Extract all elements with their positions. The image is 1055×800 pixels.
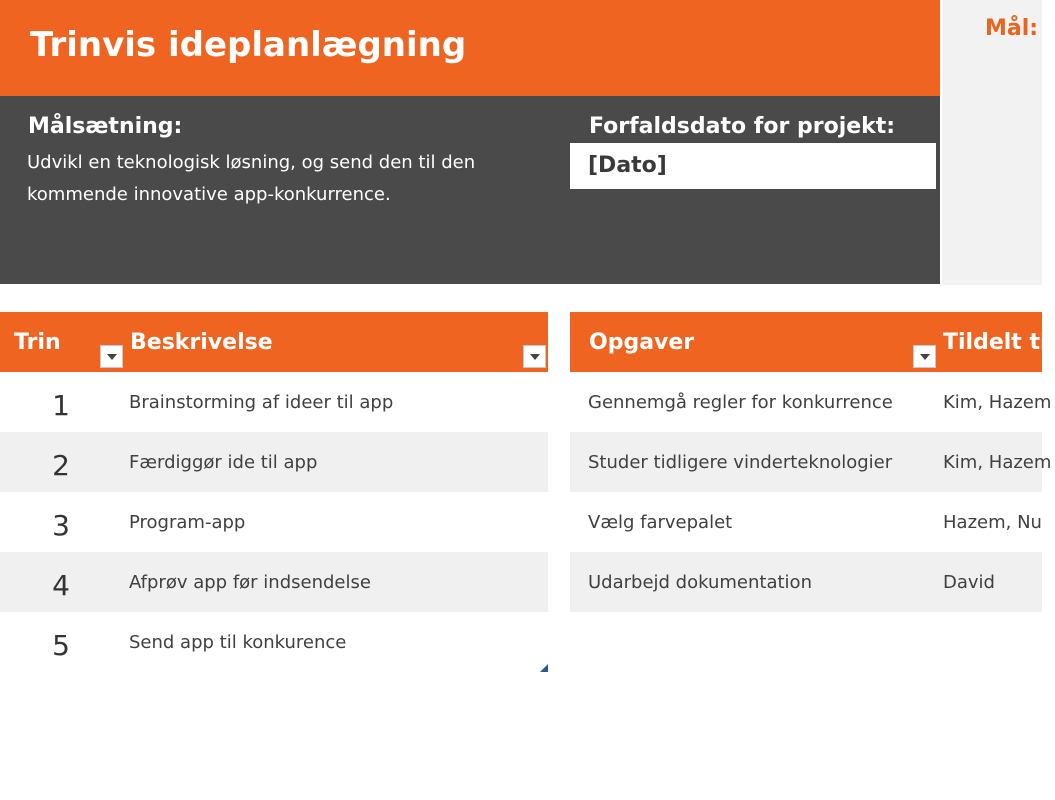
column-header-assigned[interactable]: Tildelt til — [943, 330, 1055, 355]
task-assignee[interactable]: David — [943, 572, 995, 593]
step-number[interactable]: 3 — [52, 509, 70, 542]
steps-table-header — [0, 312, 548, 372]
step-description[interactable]: Færdiggør ide til app — [129, 452, 318, 473]
step-description[interactable]: Program-app — [129, 512, 246, 533]
column-header-step[interactable]: Trin — [14, 330, 61, 355]
step-number[interactable]: 2 — [52, 449, 70, 482]
page-title[interactable]: Trinvis ideplanlægning — [30, 25, 467, 65]
task-assignee[interactable]: Kim, Hazem — [943, 392, 1052, 413]
goal-text[interactable] — [27, 147, 547, 211]
due-date-field[interactable]: [Dato] — [570, 143, 936, 189]
filter-dropdown-icon[interactable] — [913, 345, 936, 368]
goal-text-line: kommende innovative app-konkurrence. — [27, 184, 391, 205]
task-name[interactable]: Vælg farvepalet — [588, 512, 733, 533]
task-name[interactable]: Gennemgå regler for konkurrence — [588, 392, 893, 413]
goal-side-label[interactable]: Mål: — [985, 16, 1039, 41]
filter-dropdown-icon[interactable] — [523, 345, 546, 368]
step-number[interactable]: 5 — [52, 629, 70, 662]
task-assignee[interactable]: Kim, Hazem — [943, 452, 1052, 473]
task-name[interactable]: Studer tidligere vinderteknologier — [588, 452, 893, 473]
task-assignee[interactable]: Hazem, Nu — [943, 512, 1042, 533]
step-number[interactable]: 4 — [52, 569, 70, 602]
column-header-tasks[interactable]: Opgaver — [589, 330, 695, 355]
step-description[interactable]: Send app til konkurence — [129, 632, 347, 653]
filter-dropdown-icon[interactable] — [100, 345, 123, 368]
step-description[interactable]: Brainstorming af ideer til app — [129, 392, 394, 413]
goal-text-line: Udvikl en teknologisk løsning, og send den til den — [27, 152, 476, 173]
due-date-heading[interactable]: Forfaldsdato for projekt: — [589, 114, 896, 139]
task-name[interactable]: Udarbejd dokumentation — [588, 572, 812, 593]
side-panel — [942, 0, 1042, 285]
step-number[interactable]: 1 — [52, 389, 70, 422]
column-header-description[interactable]: Beskrivelse — [130, 330, 273, 355]
table-resize-handle-icon[interactable] — [540, 664, 548, 672]
goal-heading[interactable]: Målsætning: — [28, 114, 183, 139]
step-description[interactable]: Afprøv app før indsendelse — [129, 572, 371, 593]
